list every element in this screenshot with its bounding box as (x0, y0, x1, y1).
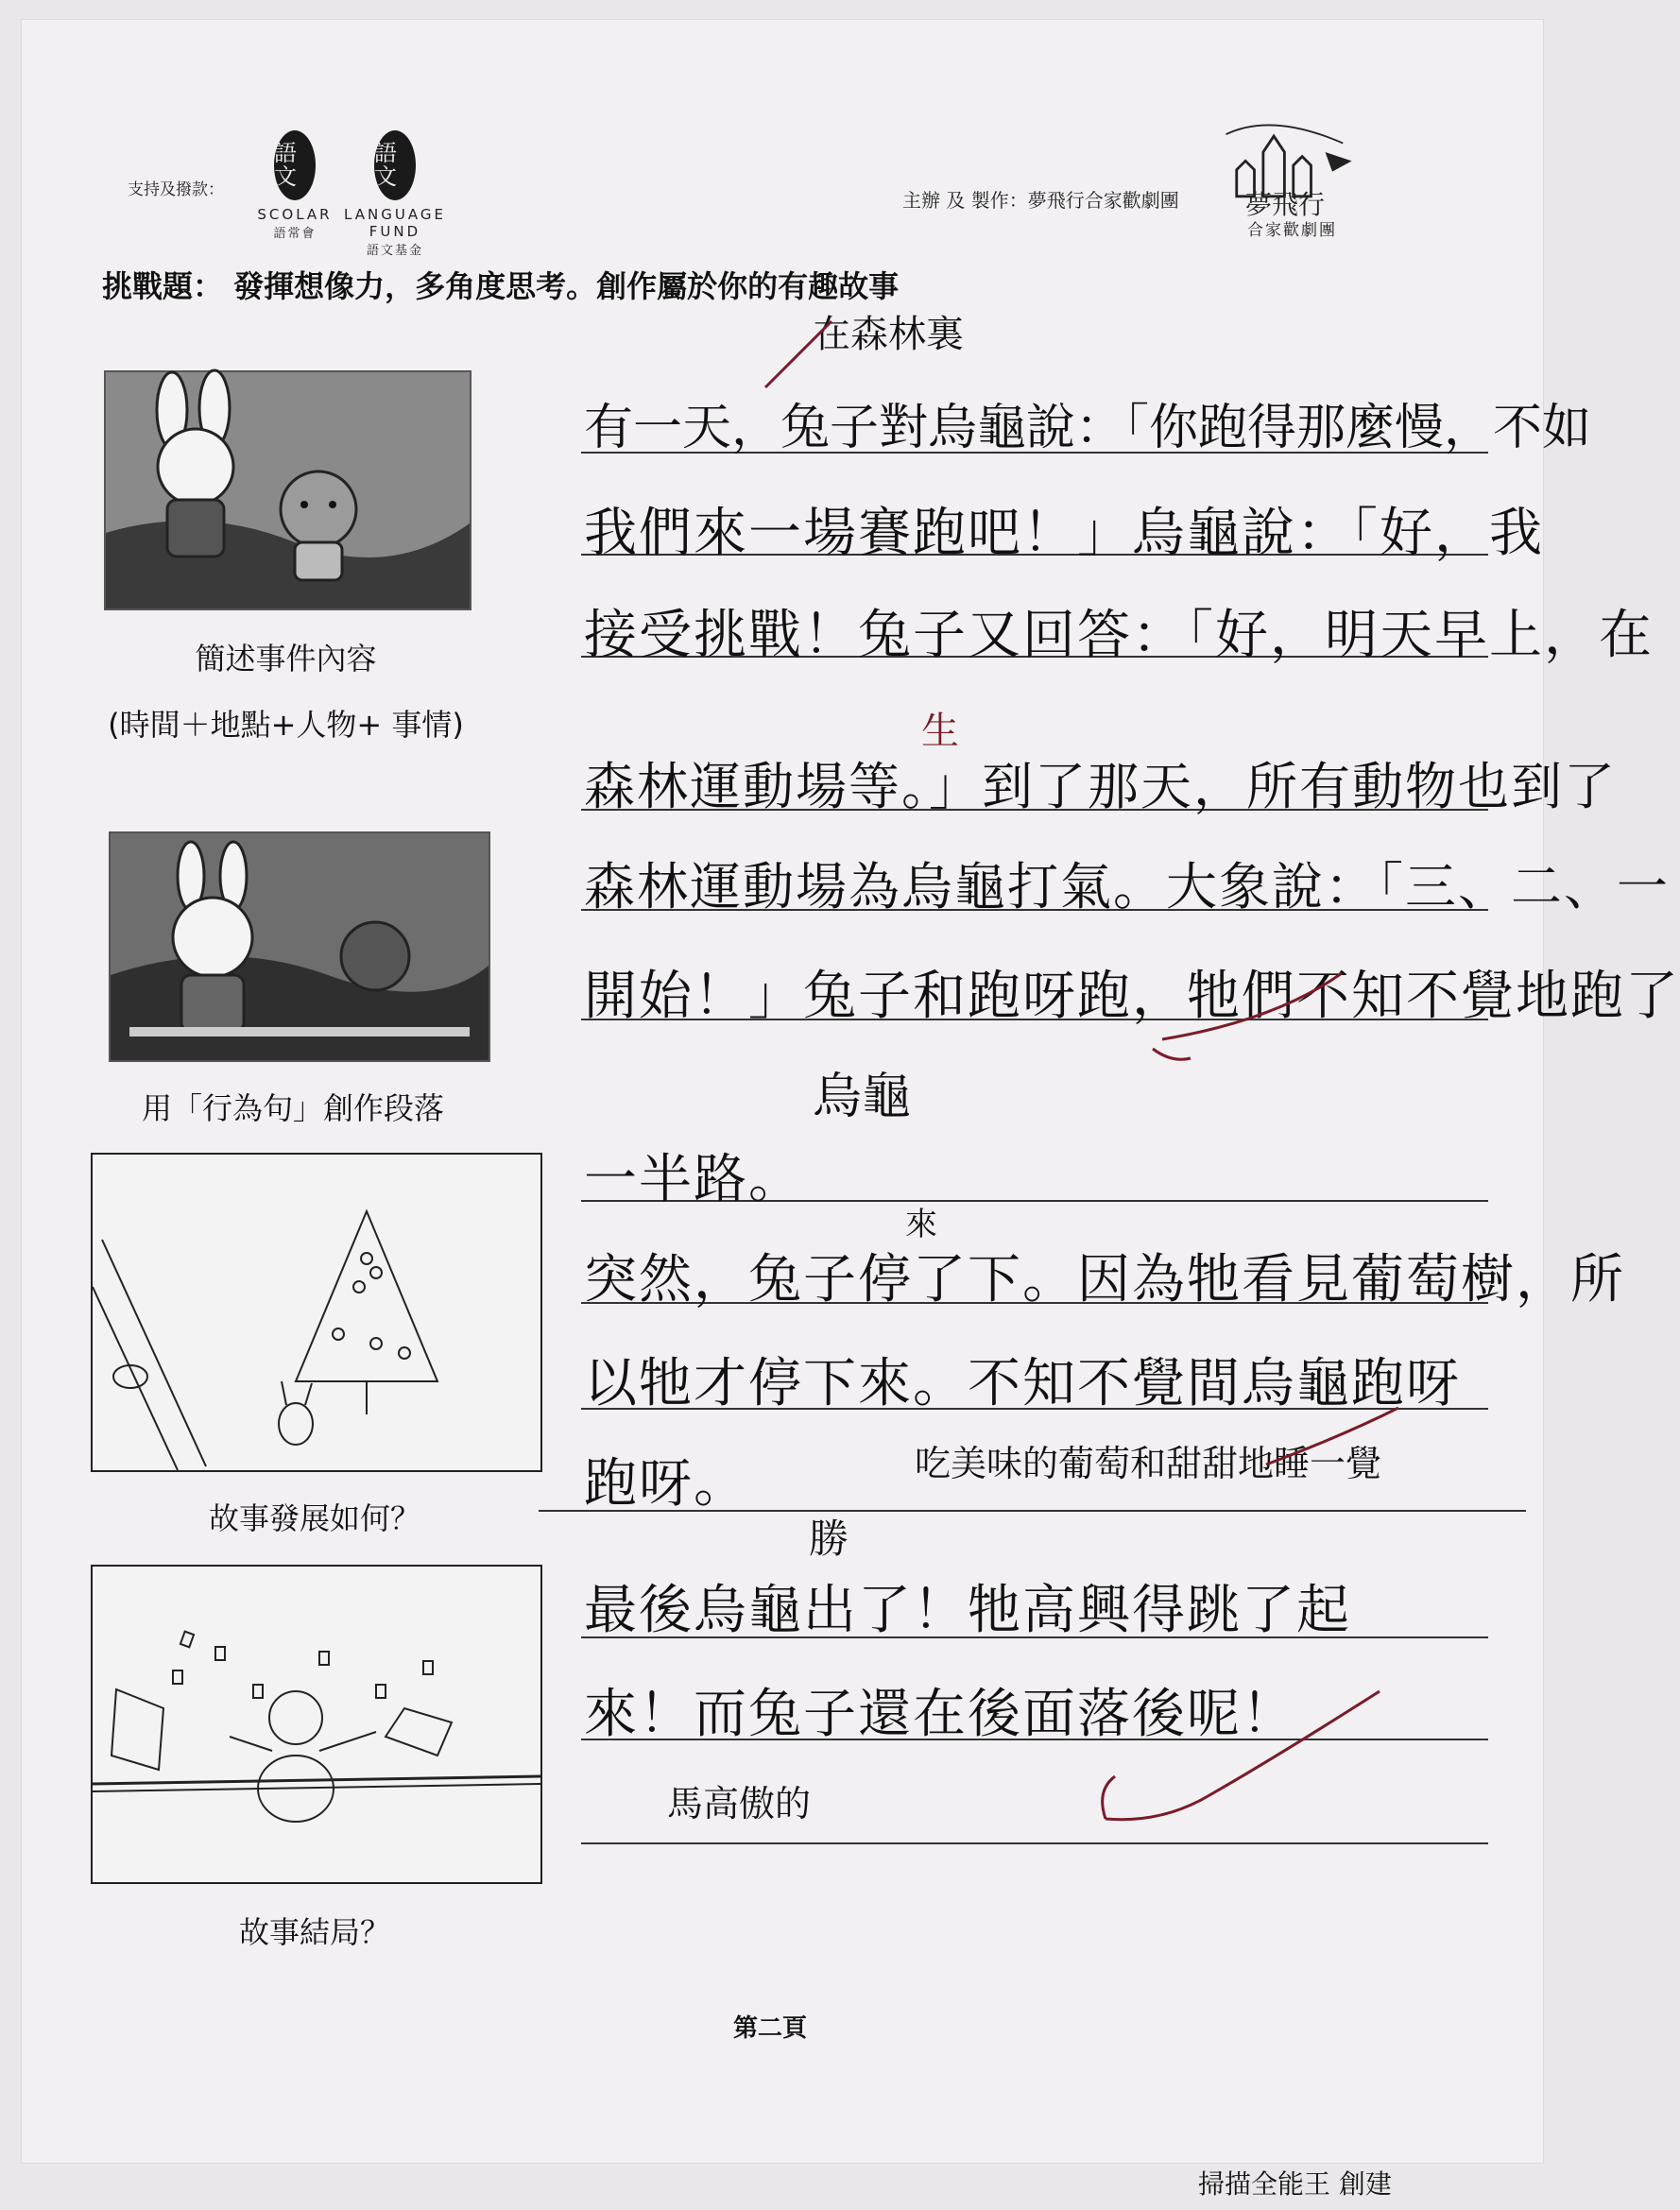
handwritten-insert: 來 (905, 1206, 937, 1243)
handwritten-insert: 勝 (809, 1516, 849, 1562)
handwritten-line-3: 接受挑戰！兔子又回答：「好，明天早上，在 (584, 605, 1654, 666)
handwritten-insert: 在森林裏 (813, 313, 964, 356)
handwritten-note: 馬高傲的 (667, 1783, 812, 1825)
troupe-logo-sub: 合家歡劇團 (1247, 221, 1337, 240)
scolar-logo-name: SCOLAR (257, 206, 333, 223)
scolar-logo-sub: 語常會 (273, 227, 317, 241)
prompt-1-subtitle: (時間＋地點+人物+ 事情) (108, 707, 464, 743)
handwritten-insert: 吃美味的葡萄和甜甜地睡一覺 (915, 1443, 1382, 1484)
handwritten-line-5: 森林運動場為烏龜打氣。大象說：「三、二、一 (584, 857, 1670, 917)
handwritten-line-11: 最後烏龜出了！牠高興得跳了起 (584, 1580, 1351, 1641)
handwritten-line-7: 一半路。 (584, 1149, 803, 1210)
handwritten-line-12: 來！而兔子還在後面落後呢！ (584, 1684, 1296, 1745)
sponsor-label: 支持及撥款： (128, 180, 224, 199)
scolar-logo-mark: 語文 (274, 130, 316, 200)
prompt-2-title: 用「行為句」創作段落 (141, 1090, 444, 1126)
prompt-1-title: 簡述事件內容 (195, 641, 377, 677)
language-fund-logo-mark: 語文 (374, 130, 416, 200)
handwritten-line-1: 有一天，兔子對烏龜說：「你跑得那麼慢，不如 (584, 400, 1592, 456)
prompt-4-title: 故事結局？ (238, 1914, 390, 1950)
handwritten-correction: 生 (921, 710, 959, 753)
troupe-logo-name: 夢飛行 (1245, 189, 1326, 220)
organizer-credit: 主辦 及 製作：夢飛行合家歡劇團 (902, 189, 1179, 212)
page-number: 第二頁 (733, 2014, 808, 2043)
language-fund-logo-name: LANGUAGE FUND (344, 206, 446, 240)
scanner-watermark: 掃描全能王 創建 (1198, 2168, 1392, 2200)
handwritten-line-6: 開始！」兔子和跑呀跑，牠們不知不覺地跑了 (584, 966, 1680, 1027)
language-fund-logo-sub: 語文基金 (366, 244, 423, 258)
handwritten-line-2: 我們來一場賽跑吧！」烏龜說：「好，我 (584, 503, 1544, 564)
handwritten-line-4: 森林運動場等。」到了那天，所有動物也到了 (584, 757, 1617, 816)
handwritten-line-10: 跑呀。 (584, 1453, 748, 1515)
handwritten-line-9: 以牠才停下來。不知不覺間烏龜跑呀 (584, 1353, 1461, 1414)
challenge-title: 挑戰題： 發揮想像力，多角度思考。創作屬於你的有趣故事 (102, 268, 900, 304)
handwritten-line-8: 突然，兔子停了下。因為牠看見葡萄樹，所 (584, 1249, 1625, 1311)
prompt-3-title: 故事發展如何？ (208, 1500, 420, 1536)
handwritten-insert: 烏龜 (813, 1069, 912, 1125)
